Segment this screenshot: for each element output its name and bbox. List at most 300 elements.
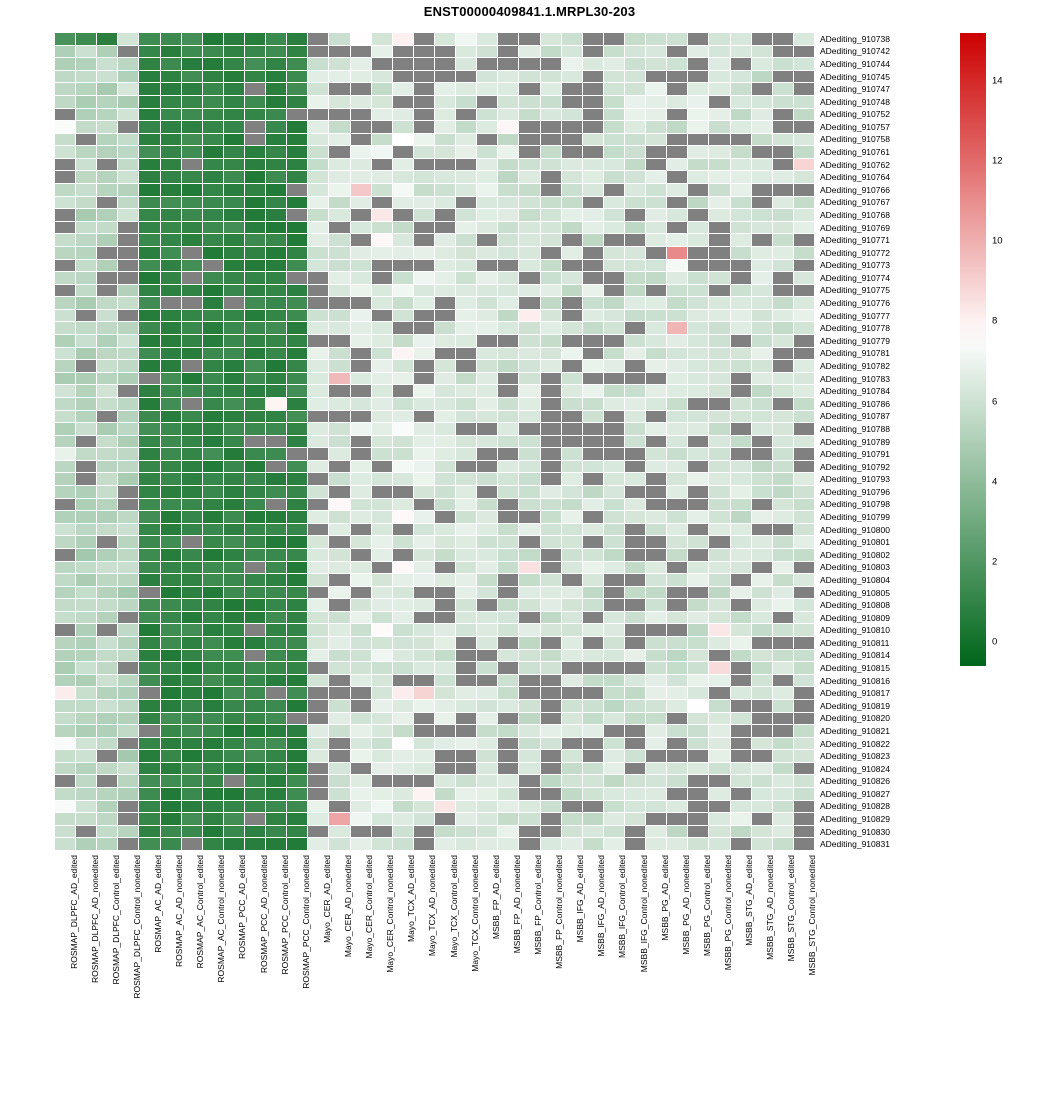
heatmap-cell xyxy=(731,373,752,386)
heatmap-cell xyxy=(541,96,562,109)
heatmap-cell xyxy=(224,146,245,159)
heatmap-cell xyxy=(161,650,182,663)
heatmap-cell xyxy=(245,562,266,575)
heatmap-cell xyxy=(161,687,182,700)
heatmap-cell xyxy=(203,562,224,575)
heatmap-cell xyxy=(245,335,266,348)
heatmap-cell xyxy=(435,285,456,298)
heatmap-cell xyxy=(287,109,308,122)
column-label: Mayo_TCX_Control_edited xyxy=(448,855,459,958)
heatmap-cell xyxy=(646,713,667,726)
heatmap-cell xyxy=(224,461,245,474)
heatmap-cell xyxy=(308,71,329,84)
heatmap-cell xyxy=(287,247,308,260)
heatmap-cell xyxy=(139,574,160,587)
heatmap-cell xyxy=(667,285,688,298)
heatmap-cell xyxy=(308,134,329,147)
heatmap-cell xyxy=(224,109,245,122)
heatmap-cell xyxy=(688,146,709,159)
heatmap-cell xyxy=(456,788,477,801)
heatmap-cell xyxy=(709,700,730,713)
heatmap-cell xyxy=(139,700,160,713)
heatmap-cell xyxy=(266,159,287,172)
heatmap-cell xyxy=(224,335,245,348)
heatmap-cell xyxy=(541,171,562,184)
heatmap-cell xyxy=(414,461,435,474)
heatmap-cell xyxy=(97,725,118,738)
heatmap-cell xyxy=(287,826,308,839)
heatmap-cell xyxy=(625,159,646,172)
heatmap-cell xyxy=(562,171,583,184)
heatmap-cell xyxy=(562,574,583,587)
heatmap-cell xyxy=(667,775,688,788)
heatmap-cell xyxy=(477,285,498,298)
heatmap-cell xyxy=(456,260,477,273)
heatmap-cell xyxy=(435,184,456,197)
heatmap-cell xyxy=(97,461,118,474)
heatmap-cell xyxy=(498,398,519,411)
heatmap-cell xyxy=(625,473,646,486)
heatmap-cell xyxy=(118,511,139,524)
row-label: ADediting_910784 xyxy=(820,386,890,397)
heatmap-cell xyxy=(794,599,815,612)
heatmap-cell xyxy=(55,675,76,688)
heatmap-cell xyxy=(414,385,435,398)
heatmap-cell xyxy=(139,247,160,260)
heatmap-cell xyxy=(97,700,118,713)
heatmap-cell xyxy=(161,260,182,273)
heatmap-cell xyxy=(351,499,372,512)
heatmap-cell xyxy=(351,234,372,247)
heatmap-cell xyxy=(161,96,182,109)
row-label: ADediting_910828 xyxy=(820,801,890,812)
heatmap-cell xyxy=(76,58,97,71)
heatmap-cell xyxy=(203,171,224,184)
heatmap-cell xyxy=(139,96,160,109)
heatmap-cell xyxy=(55,197,76,210)
heatmap-cell xyxy=(76,448,97,461)
heatmap-cell xyxy=(519,650,540,663)
heatmap-cell xyxy=(583,109,604,122)
heatmap-cell xyxy=(794,738,815,751)
colorbar-tick-label: 2 xyxy=(992,556,998,568)
heatmap-cell xyxy=(393,109,414,122)
heatmap-cell xyxy=(456,385,477,398)
heatmap-cell xyxy=(414,788,435,801)
heatmap-cell xyxy=(583,96,604,109)
heatmap-cell xyxy=(477,750,498,763)
heatmap-cell xyxy=(393,71,414,84)
page-title: ENST00000409841.1.MRPL30-203 xyxy=(423,4,636,19)
heatmap-cell xyxy=(625,322,646,335)
heatmap-cell xyxy=(393,197,414,210)
heatmap-cell xyxy=(329,637,350,650)
heatmap-cell xyxy=(414,398,435,411)
heatmap-cell xyxy=(372,222,393,235)
heatmap-cell xyxy=(161,134,182,147)
heatmap-cell xyxy=(519,58,540,71)
heatmap-cell xyxy=(435,637,456,650)
heatmap-cell xyxy=(752,134,773,147)
heatmap-cell xyxy=(541,675,562,688)
heatmap-cell xyxy=(688,662,709,675)
heatmap-cell xyxy=(203,725,224,738)
heatmap-cell xyxy=(287,599,308,612)
heatmap-cell xyxy=(498,763,519,776)
heatmap-cell xyxy=(625,109,646,122)
colorbar-tick-label: 14 xyxy=(992,75,1003,87)
heatmap-cell xyxy=(224,322,245,335)
heatmap-cell xyxy=(498,612,519,625)
heatmap-cell xyxy=(731,436,752,449)
heatmap-cell xyxy=(477,348,498,361)
heatmap-cell xyxy=(414,121,435,134)
heatmap-cell xyxy=(604,486,625,499)
heatmap-cell xyxy=(203,574,224,587)
heatmap-cell xyxy=(709,549,730,562)
heatmap-cell xyxy=(203,335,224,348)
heatmap-cell xyxy=(731,260,752,273)
heatmap-cell xyxy=(266,348,287,361)
heatmap-cell xyxy=(646,813,667,826)
heatmap-cell xyxy=(372,260,393,273)
heatmap-cell xyxy=(161,675,182,688)
heatmap-cell xyxy=(498,637,519,650)
heatmap-cell xyxy=(794,436,815,449)
heatmap-cell xyxy=(329,788,350,801)
heatmap-cell xyxy=(435,348,456,361)
heatmap-cell xyxy=(287,360,308,373)
heatmap-cell xyxy=(139,524,160,537)
heatmap-cell xyxy=(773,222,794,235)
heatmap-cell xyxy=(414,637,435,650)
heatmap-cell xyxy=(414,247,435,260)
heatmap-cell xyxy=(646,725,667,738)
heatmap-cell xyxy=(308,83,329,96)
heatmap-cell xyxy=(731,788,752,801)
heatmap-cell xyxy=(224,637,245,650)
heatmap-cell xyxy=(541,33,562,46)
heatmap-cell xyxy=(519,209,540,222)
heatmap-cell xyxy=(245,612,266,625)
heatmap-cell xyxy=(118,121,139,134)
heatmap-cell xyxy=(393,788,414,801)
heatmap-cell xyxy=(604,838,625,851)
heatmap-cell xyxy=(731,725,752,738)
heatmap-cell xyxy=(519,662,540,675)
heatmap-cell xyxy=(245,448,266,461)
heatmap-cell xyxy=(203,763,224,776)
heatmap-cell xyxy=(139,197,160,210)
heatmap-cell xyxy=(477,58,498,71)
row-label: ADediting_910811 xyxy=(820,637,890,648)
heatmap-cell xyxy=(709,285,730,298)
heatmap-cell xyxy=(477,650,498,663)
heatmap-cell xyxy=(203,461,224,474)
heatmap-cell xyxy=(55,33,76,46)
heatmap-cell xyxy=(519,260,540,273)
heatmap-cell xyxy=(519,234,540,247)
heatmap-cell xyxy=(76,473,97,486)
heatmap-cell xyxy=(118,562,139,575)
heatmap-cell xyxy=(76,285,97,298)
heatmap-cell xyxy=(583,423,604,436)
heatmap-cell xyxy=(688,700,709,713)
heatmap-cell xyxy=(688,801,709,814)
heatmap-cell xyxy=(245,247,266,260)
heatmap-cell xyxy=(224,297,245,310)
heatmap-cell xyxy=(224,700,245,713)
heatmap-cell xyxy=(541,385,562,398)
heatmap-cell xyxy=(625,524,646,537)
row-label: ADediting_910805 xyxy=(820,587,890,598)
heatmap-cell xyxy=(329,209,350,222)
heatmap-cell xyxy=(562,675,583,688)
heatmap-cell xyxy=(182,813,203,826)
heatmap-cell xyxy=(55,209,76,222)
heatmap-cell xyxy=(329,146,350,159)
heatmap-cell xyxy=(625,662,646,675)
heatmap-cell xyxy=(794,486,815,499)
heatmap-cell xyxy=(139,159,160,172)
heatmap-cell xyxy=(562,322,583,335)
heatmap-cell xyxy=(752,599,773,612)
heatmap-cell xyxy=(456,411,477,424)
heatmap-cell xyxy=(752,360,773,373)
heatmap-cell xyxy=(161,574,182,587)
heatmap-cell xyxy=(604,612,625,625)
heatmap-cell xyxy=(773,461,794,474)
heatmap-cell xyxy=(308,813,329,826)
heatmap-cell xyxy=(224,33,245,46)
heatmap-cell xyxy=(372,146,393,159)
heatmap-cell xyxy=(752,763,773,776)
heatmap-cell xyxy=(794,209,815,222)
heatmap-cell xyxy=(393,725,414,738)
heatmap-cell xyxy=(266,260,287,273)
heatmap-cell xyxy=(287,587,308,600)
heatmap-cell xyxy=(139,549,160,562)
heatmap-cell xyxy=(161,549,182,562)
heatmap-cell xyxy=(562,83,583,96)
heatmap-cell xyxy=(667,322,688,335)
heatmap-cell xyxy=(519,486,540,499)
heatmap-cell xyxy=(646,826,667,839)
column-label: MSBB_FP_Control_nonedited xyxy=(554,855,565,969)
heatmap-cell xyxy=(731,813,752,826)
heatmap-cell xyxy=(55,222,76,235)
heatmap-cell xyxy=(266,838,287,851)
heatmap-cell xyxy=(76,826,97,839)
heatmap-cell xyxy=(372,71,393,84)
heatmap-cell xyxy=(709,511,730,524)
heatmap-cell xyxy=(562,448,583,461)
heatmap-cell xyxy=(55,826,76,839)
heatmap-cell xyxy=(773,197,794,210)
heatmap-cell xyxy=(583,788,604,801)
heatmap-cell xyxy=(498,184,519,197)
heatmap-cell xyxy=(287,763,308,776)
heatmap-cell xyxy=(477,637,498,650)
heatmap-cell xyxy=(393,159,414,172)
heatmap-cell xyxy=(794,511,815,524)
heatmap-cell xyxy=(351,725,372,738)
heatmap-cell xyxy=(477,599,498,612)
heatmap-cell xyxy=(477,473,498,486)
heatmap-cell xyxy=(477,297,498,310)
heatmap-cell xyxy=(646,348,667,361)
heatmap-cell xyxy=(646,650,667,663)
heatmap-cell xyxy=(76,549,97,562)
row-label: ADediting_910747 xyxy=(820,84,890,95)
heatmap-cell xyxy=(266,524,287,537)
heatmap-cell xyxy=(203,624,224,637)
heatmap-cell xyxy=(625,574,646,587)
heatmap-cell xyxy=(646,423,667,436)
heatmap-cell xyxy=(182,448,203,461)
heatmap-cell xyxy=(139,348,160,361)
heatmap-cell xyxy=(372,33,393,46)
heatmap-cell xyxy=(583,650,604,663)
heatmap-cell xyxy=(625,385,646,398)
heatmap-cell xyxy=(55,96,76,109)
heatmap-cell xyxy=(414,738,435,751)
column-label: ROSMAP_AC_AD_nonedited xyxy=(174,855,185,967)
heatmap-cell xyxy=(583,612,604,625)
heatmap-cell xyxy=(287,624,308,637)
heatmap-cell xyxy=(709,184,730,197)
heatmap-cell xyxy=(414,624,435,637)
heatmap-cell xyxy=(393,184,414,197)
heatmap-cell xyxy=(161,348,182,361)
heatmap-cell xyxy=(308,310,329,323)
heatmap-cell xyxy=(182,197,203,210)
heatmap-cell xyxy=(55,801,76,814)
heatmap-cell xyxy=(329,159,350,172)
heatmap-cell xyxy=(97,624,118,637)
heatmap-cell xyxy=(773,813,794,826)
heatmap-cell xyxy=(97,448,118,461)
heatmap-cell xyxy=(224,599,245,612)
heatmap-cell xyxy=(773,285,794,298)
heatmap-cell xyxy=(731,587,752,600)
heatmap-cell xyxy=(372,348,393,361)
heatmap-cell xyxy=(562,549,583,562)
heatmap-cell xyxy=(224,360,245,373)
heatmap-cell xyxy=(118,763,139,776)
heatmap-cell xyxy=(456,134,477,147)
heatmap-cell xyxy=(583,83,604,96)
heatmap-cell xyxy=(435,725,456,738)
heatmap-cell xyxy=(583,436,604,449)
heatmap-cell xyxy=(752,436,773,449)
heatmap-cell xyxy=(604,71,625,84)
heatmap-cell xyxy=(456,562,477,575)
heatmap-cell xyxy=(688,222,709,235)
heatmap-cell xyxy=(646,197,667,210)
heatmap-cell xyxy=(308,436,329,449)
heatmap-cell xyxy=(118,813,139,826)
heatmap-cell xyxy=(245,473,266,486)
heatmap-cell xyxy=(604,398,625,411)
heatmap-cell xyxy=(709,96,730,109)
heatmap-cell xyxy=(604,411,625,424)
heatmap-cell xyxy=(688,788,709,801)
heatmap-cell xyxy=(329,411,350,424)
heatmap-cell xyxy=(498,146,519,159)
heatmap-cell xyxy=(456,272,477,285)
heatmap-cell xyxy=(182,436,203,449)
heatmap-cell xyxy=(477,171,498,184)
heatmap-cell xyxy=(224,83,245,96)
heatmap-cell xyxy=(667,109,688,122)
heatmap-cell xyxy=(519,448,540,461)
heatmap-cell xyxy=(393,398,414,411)
heatmap-cell xyxy=(76,713,97,726)
heatmap-cell xyxy=(372,335,393,348)
heatmap-cell xyxy=(139,83,160,96)
row-label: ADediting_910767 xyxy=(820,197,890,208)
heatmap-cell xyxy=(372,650,393,663)
heatmap-cell xyxy=(329,813,350,826)
heatmap-cell xyxy=(414,473,435,486)
heatmap-cell xyxy=(604,310,625,323)
heatmap-cell xyxy=(351,574,372,587)
heatmap-cell xyxy=(435,247,456,260)
heatmap-cell xyxy=(329,801,350,814)
heatmap-cell xyxy=(97,159,118,172)
row-label: ADediting_910771 xyxy=(820,235,890,246)
heatmap-cell xyxy=(329,612,350,625)
heatmap-cell xyxy=(266,637,287,650)
heatmap-cell xyxy=(604,801,625,814)
heatmap-cell xyxy=(245,725,266,738)
heatmap-cell xyxy=(435,775,456,788)
heatmap-cell xyxy=(709,171,730,184)
heatmap-cell xyxy=(161,473,182,486)
heatmap-cell xyxy=(351,33,372,46)
heatmap-cell xyxy=(456,574,477,587)
heatmap-cell xyxy=(794,713,815,726)
heatmap-cell xyxy=(76,335,97,348)
heatmap-cell xyxy=(161,411,182,424)
heatmap-cell xyxy=(709,360,730,373)
heatmap-cell xyxy=(118,838,139,851)
heatmap-cell xyxy=(97,260,118,273)
heatmap-cell xyxy=(287,687,308,700)
heatmap-cell xyxy=(477,222,498,235)
heatmap-cell xyxy=(583,197,604,210)
heatmap-cell xyxy=(435,788,456,801)
heatmap-cell xyxy=(562,385,583,398)
heatmap-cell xyxy=(372,121,393,134)
heatmap-cell xyxy=(667,96,688,109)
heatmap-cell xyxy=(372,436,393,449)
heatmap-cell xyxy=(308,285,329,298)
heatmap-cell xyxy=(245,788,266,801)
heatmap-cell xyxy=(477,700,498,713)
heatmap-cell xyxy=(773,473,794,486)
heatmap-cell xyxy=(752,71,773,84)
heatmap-cell xyxy=(97,687,118,700)
heatmap-cell xyxy=(139,146,160,159)
heatmap-cell xyxy=(773,838,794,851)
heatmap-cell xyxy=(372,285,393,298)
heatmap-cell xyxy=(414,524,435,537)
heatmap-cell xyxy=(519,83,540,96)
heatmap-cell xyxy=(477,587,498,600)
heatmap-cell xyxy=(139,46,160,59)
